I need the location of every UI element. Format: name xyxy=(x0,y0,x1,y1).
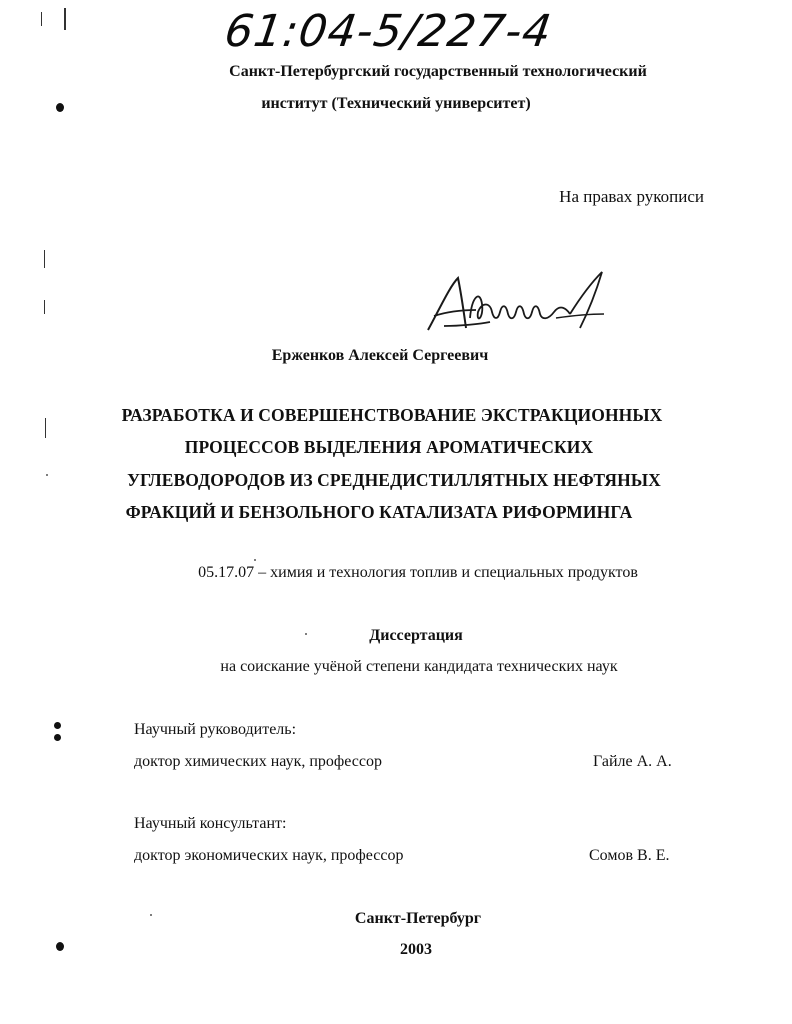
work-type: Диссертация xyxy=(369,627,463,644)
supervisor-title: доктор химических наук, профессор xyxy=(134,753,382,770)
consultant-title: доктор экономических наук, профессор xyxy=(134,847,404,864)
rights-note: На правах рукописи xyxy=(559,187,704,206)
degree-line: на соискание учёной степени кандидата технических наук xyxy=(220,658,618,675)
handwritten-archive-code: 61:04-5/227-4 xyxy=(221,6,556,57)
author-name: Ерженков Алексей Сергеевич xyxy=(271,347,489,364)
city: Санкт-Петербург xyxy=(354,910,482,927)
margin-line xyxy=(44,250,45,268)
margin-line xyxy=(64,8,66,30)
punch-hole-dot xyxy=(54,722,61,729)
consultant-role: Научный консультант: xyxy=(134,815,287,832)
institution-line-2: институт (Технический университет) xyxy=(261,95,531,112)
title-line-1: РАЗРАБОТКА И СОВЕРШЕНСТВОВАНИЕ ЭКСТРАКЦИОННЫХ xyxy=(121,405,663,425)
supervisor-role: Научный руководитель: xyxy=(134,721,297,738)
author-signature xyxy=(420,268,610,340)
margin-line xyxy=(41,12,42,26)
year: 2003 xyxy=(400,941,432,958)
margin-line xyxy=(44,300,45,314)
institution-line-1: Санкт-Петербургский государственный технологический xyxy=(229,63,647,80)
punch-hole-dot xyxy=(54,734,61,741)
consultant-name: Сомов В. Е. xyxy=(589,847,670,864)
specialty-code: 05.17.07 – химия и технология топлив и специальных продуктов xyxy=(198,564,638,581)
supervisor-name: Гайле А. А. xyxy=(593,753,672,770)
title-line-3: УГЛЕВОДОРОДОВ ИЗ СРЕДНЕДИСТИЛЛЯТНЫХ НЕФТЯНЫХ xyxy=(127,470,661,490)
title-line-4: ФРАКЦИЙ И БЕНЗОЛЬНОГО КАТАЛИЗАТА РИФОРМИНГА xyxy=(125,502,633,522)
speck xyxy=(254,559,256,561)
title-line-2: ПРОЦЕССОВ ВЫДЕЛЕНИЯ АРОМАТИЧЕСКИХ xyxy=(184,437,594,457)
